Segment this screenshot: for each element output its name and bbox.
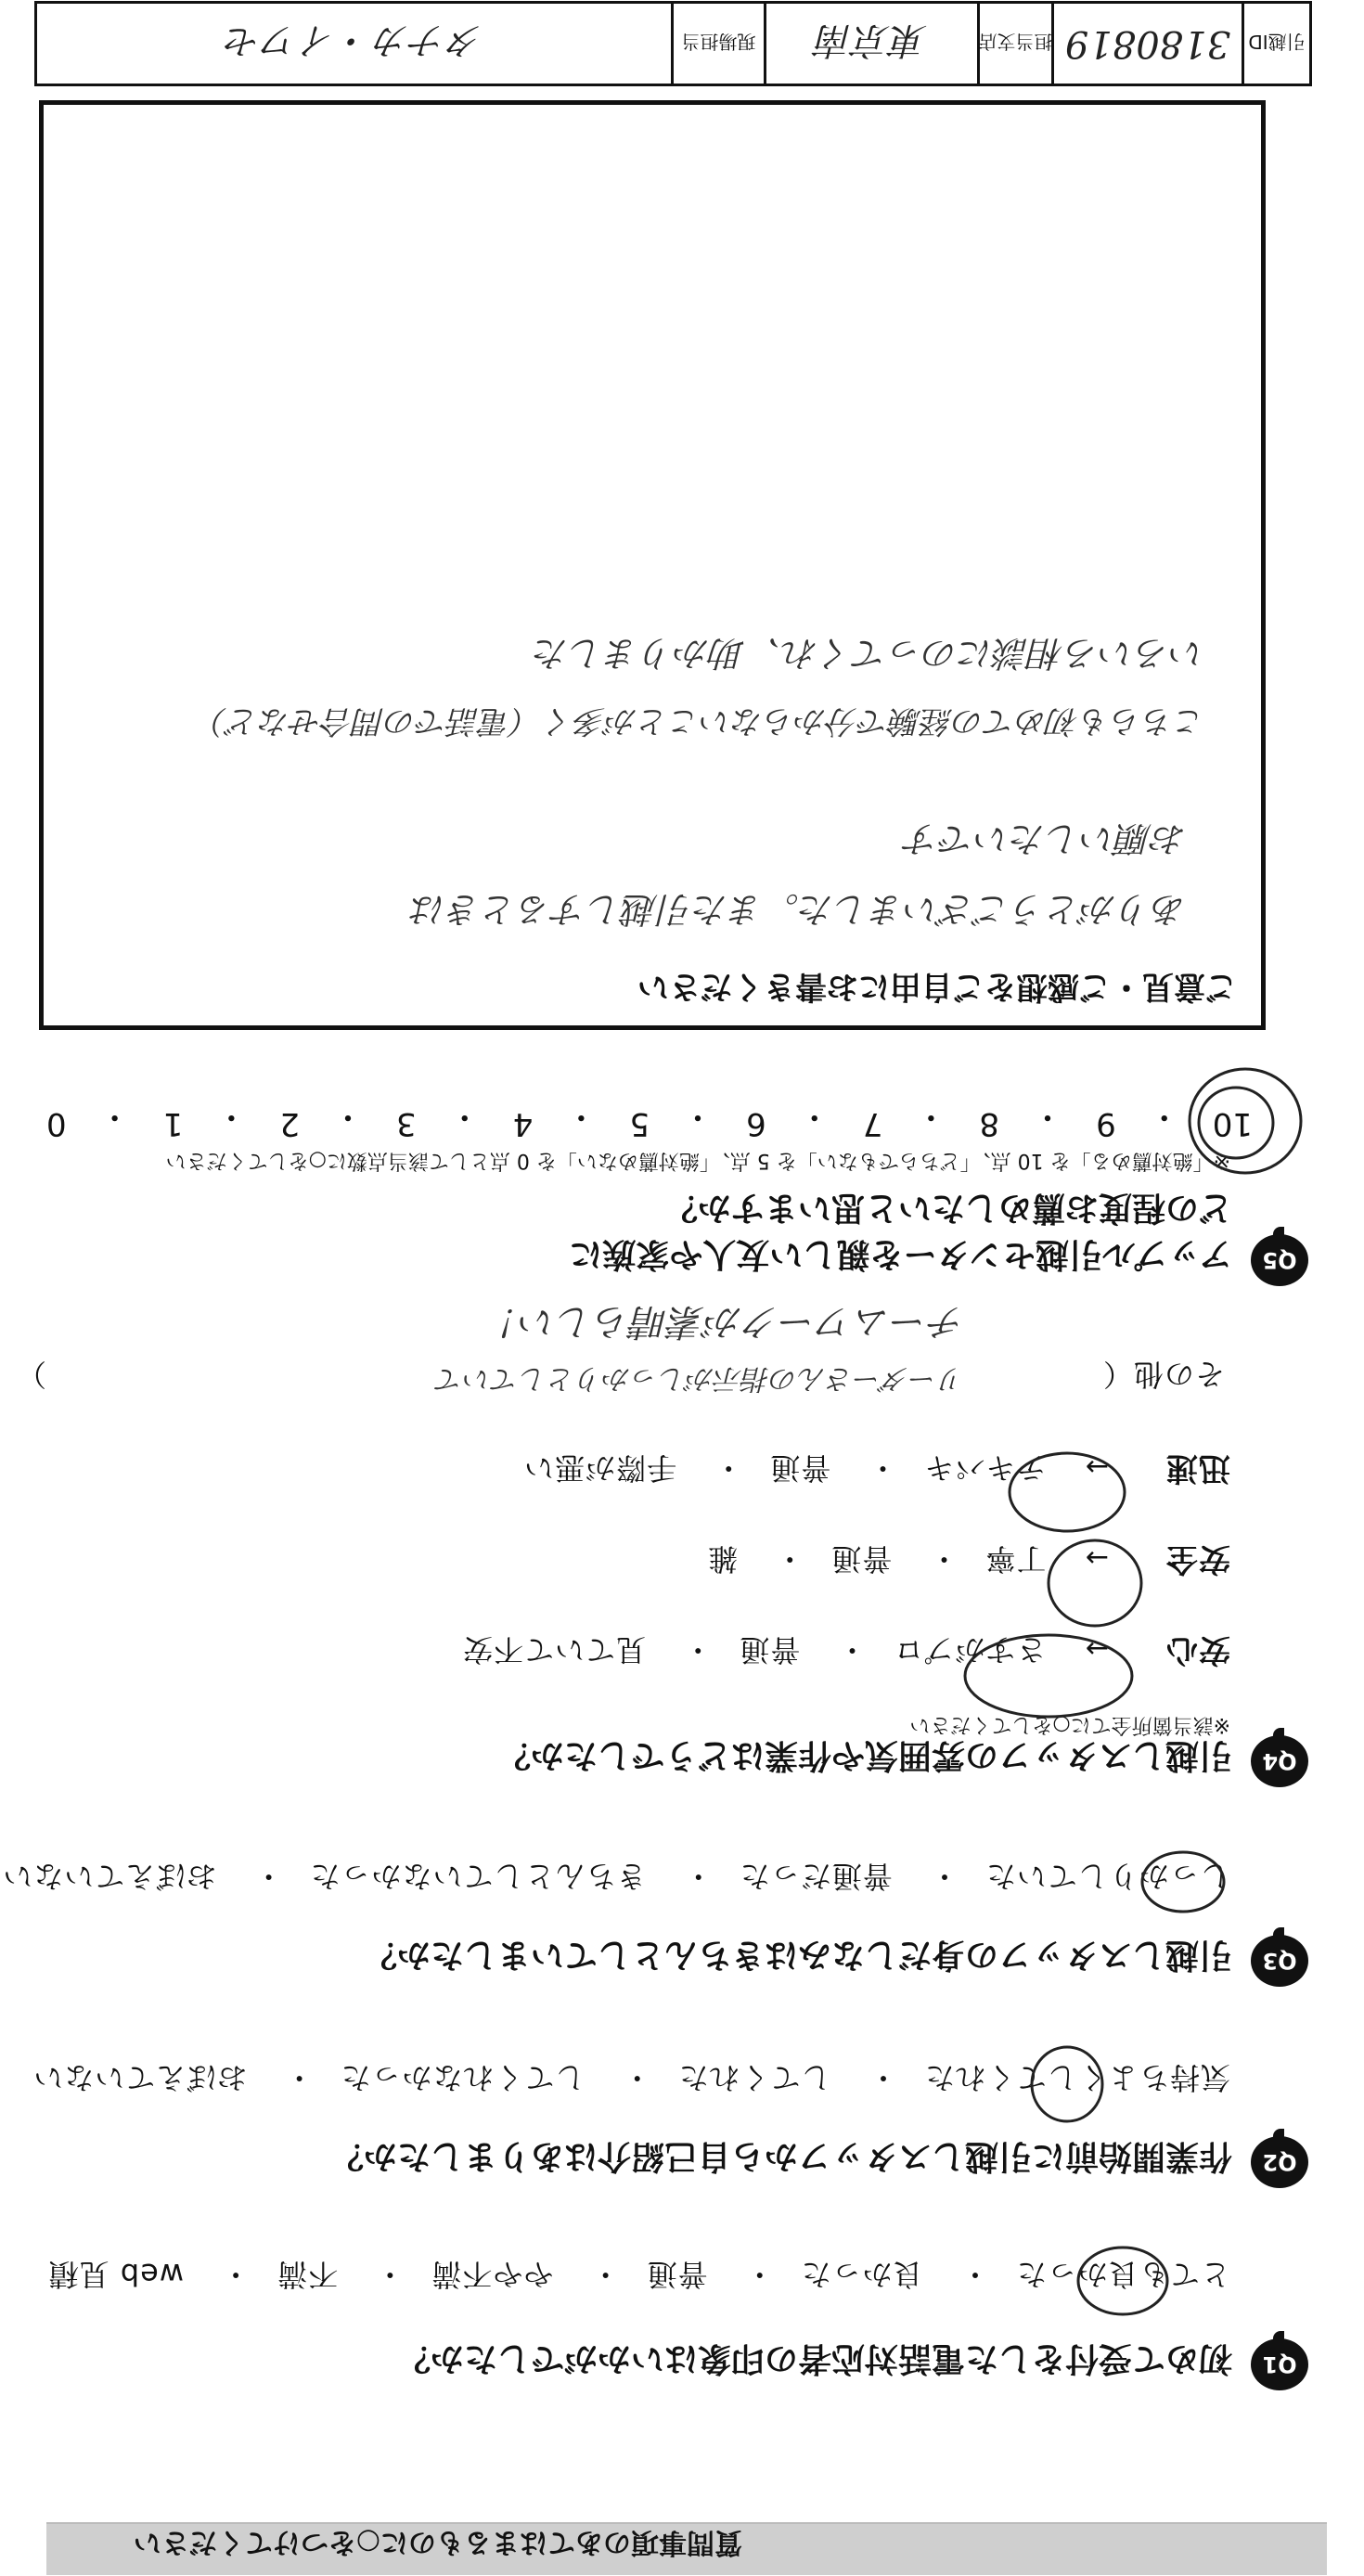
q4-other-handwriting: チームワークが素晴らしい！ [483,1300,965,1343]
info-table [34,1,1312,86]
q3-option[interactable]: 普通だった [739,1859,893,1894]
q2-options: 気持ちよくしてくれた・ してくれた・ してくれなかった・ おぼえていない [32,2060,1230,2095]
q4-row-label: 安心 [1165,1631,1230,1668]
q4-row-jinsoku: 迅速 → テキパキ・ 普通・ 手際が悪い [523,1449,1230,1494]
q3-badge: Q3 [1251,1935,1308,1987]
q5-badge: Q5 [1251,1234,1308,1286]
q1-options: とても良かった・ 良かった・ 普通・ やや不満・ 不満・ web 見積 [47,2257,1230,2292]
arrow-icon: → [1084,1541,1109,1574]
q3-title: 引越しスタッフの身だしなみはきちんとしていましたか？ [363,1936,1232,1974]
score-4[interactable]: 4 [512,1105,534,1142]
q4-option[interactable]: 見ていて不安 [462,1632,647,1668]
comment-line-2: お願いしたいです [904,818,1187,859]
q1-option[interactable]: 普通 [646,2257,708,2292]
q5-note: ※「絶対薦める」を 10 点、「どちらでもない」を 5 点、「絶対薦めない」を 0 点として該当点数に○をしてください [165,1149,1230,1172]
q2-badge: Q2 [1251,2136,1308,2188]
q4-row-anshin: 安心 → さすがプロ・ 普通・ 見ていて不安 [462,1630,1230,1676]
score-1[interactable]: 1 [162,1105,184,1142]
score-0[interactable]: 0 [46,1105,67,1142]
q4-note: ※該当箇所全てに○をしてください [909,1713,1230,1736]
q1-option[interactable]: やや不満 [431,2257,554,2292]
score-5[interactable]: 5 [629,1105,650,1142]
q4-badge: Q4 [1251,1735,1308,1787]
score-10[interactable]: 10 [1212,1105,1253,1142]
q2-option[interactable]: 気持ちよくしてくれた [923,2060,1230,2095]
comment-title: ご意見・ご感想をご自由にお書きください [637,968,1237,1005]
q4-other-label: その他（ [1101,1357,1225,1392]
q1-option[interactable]: web 見積 [47,2257,184,2292]
q2-option[interactable]: してくれなかった [340,2060,585,2095]
q4-option[interactable]: 普通 [769,1450,831,1486]
comment-line-1: ありがとうございました。また引越しするときは [410,889,1187,930]
q1-option[interactable]: とても良かった [1015,2257,1230,2292]
q2-option[interactable]: おぼえていない [32,2060,248,2095]
q4-row-label: 迅速 [1165,1449,1230,1487]
comment-line-4: いろいろ相談にのってくれ、助かりました [534,633,1205,674]
branch-value-cell: 東京南 [766,4,980,84]
instruction-text: 質問事項のあてはまるものに○をつけてください [133,2526,742,2558]
leader-label-cell: 現場担当 [674,4,766,84]
q1-option[interactable]: 不満 [277,2257,339,2292]
score-2[interactable]: 2 [279,1105,300,1142]
q3-option[interactable]: きちんとしていなかった [309,1859,647,1894]
id-label-cell: 引越ID [1248,31,1306,54]
q4-option[interactable]: さすがプロ [893,1632,1047,1668]
q4-option[interactable]: 丁寧 [984,1541,1047,1577]
leader-value-cell: タナカ・イワセ [37,4,674,84]
arrow-icon: → [1084,1450,1109,1483]
q4-title: 引越しスタッフの雰囲気や作業はどうでしたか？ [496,1736,1232,1774]
q3-options: しっかりしていた・ 普通だった・ きちんとしていなかった・ おぼえていない [2,1859,1230,1894]
q1-option[interactable]: 良かった [800,2257,923,2292]
arrow-icon: → [1084,1632,1109,1665]
score-3[interactable]: 3 [396,1105,417,1142]
score-6[interactable]: 6 [746,1105,766,1142]
branch-label-cell: 担当支店 [980,4,1054,84]
comment-box[interactable] [39,100,1266,1030]
q2-title: 作業開始前に引越しスタッフから自己紹介はありましたか？ [329,2137,1232,2175]
q4-option[interactable]: 雑 [707,1541,739,1577]
id-value-cell: 3180819 [1054,4,1244,84]
q4-option[interactable]: 普通 [739,1632,801,1668]
score-9[interactable]: 9 [1096,1105,1116,1142]
q4-other-handwriting: リーダーさんの指示がしっかりとしていて [436,1362,965,1395]
q4-other [1102,1355,1225,1397]
q4-other-close [16,1355,46,1397]
q3-option[interactable]: おぼえていない [2,1859,217,1894]
q4-row-label: 安全 [1165,1540,1230,1578]
q4-option[interactable]: テキパキ [923,1450,1047,1486]
q5-title-line2: どの程度お薦めしたいと思いますか？ [663,1189,1232,1227]
q5-score-scale: 10 ・ 9 ・ 8 ・ 7 ・ 6 ・ 5 ・ 4 ・ 3 ・ 2 ・ 1 ・ 0 [46,1098,1253,1142]
q4-option[interactable]: 普通 [830,1541,893,1577]
q1-badge: Q1 [1251,2338,1308,2390]
q4-other-close-paren: ） [15,1357,46,1392]
score-8[interactable]: 8 [979,1105,1000,1142]
q5-title: アップル引越センターを親しい友人や家族に [569,1235,1232,1273]
q2-option[interactable]: してくれた [677,2060,831,2095]
q3-option[interactable]: しっかりしていた [984,1859,1230,1894]
score-7[interactable]: 7 [862,1105,883,1142]
q1-title: 初めて受付をした電話対応者の印象はいかがでしたか？ [396,2339,1232,2377]
instruction-header [46,2522,1327,2575]
q4-option[interactable]: 手際が悪い [523,1450,677,1486]
q4-row-anzen: 安全 → 丁寧・ 普通・ 雑 [707,1539,1230,1585]
comment-line-3: こちらも初めての経験で分からないことが多く（電話での問合せなど） [196,702,1205,740]
